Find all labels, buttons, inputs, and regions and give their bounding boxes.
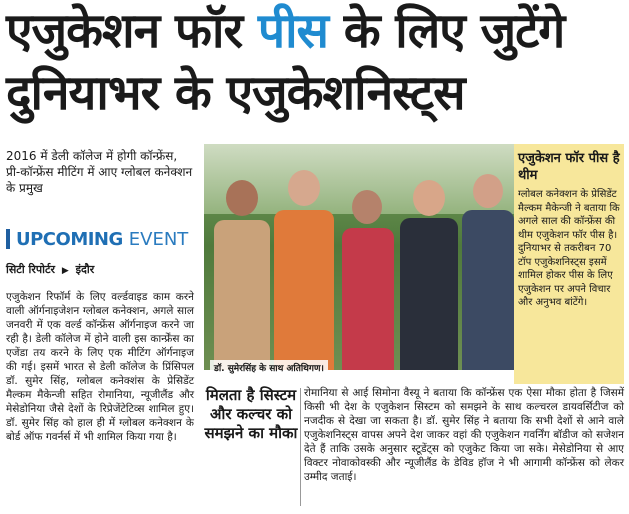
- intro-deck: 2016 में डेली कॉलेज में होगी कॉन्फ्रेंस, प्री-कॉन्फ्रेंस मीटिंग में आए ग्लोबल कनेक्शन के प्रमुख: [6, 149, 193, 195]
- tag-main: UPCOMING: [16, 228, 123, 250]
- triangle-icon: ▶: [61, 266, 69, 276]
- headline-part-2: के लिए जुटेंगे: [343, 3, 565, 59]
- group-photo: [204, 144, 514, 370]
- sidebox-body: ग्लोबल कनेक्शन के प्रेसिडेंट मैल्कम मैकेन्जी ने बताया कि अगले साल की कॉन्फ्रेंस की थीम एजुकेशन फॉर पीस है। दुनियाभर से तकरीबन 70 टॉप एजुकेशनिस्ट्स इसमें शामिल होकर पीस के लिए एजुकेशन पर अपने विचार और अनुभव बांटेंगे।: [518, 189, 620, 308]
- headline-part-1: एजुकेशन फॉर: [6, 3, 243, 59]
- theme-sidebox: [514, 144, 624, 384]
- article-column-2: रोमानिया से आई सिमोना वैस्यू ने बताया कि कॉन्फ्रेंस एक ऐसा मौका होता है जिसमें किसी भी देश के एजुकेशन सिस्टम को समझने के साथ कल्चरल डायवर्सिटीज को नजदीक से देखा जा सकता है। डॉ. सुमेर सिंह ने बताया कि सभी देशों से आने वाले एजुकेशनिस्ट्स वापस अपने देश जाकर वहां की एजुकेशन गवर्निंग बॉडीज को सजेशन देते हैं ताकि उसके अनुसार स्टूडेंट्स को एजुकेट किया जा सके। मेसेडोनिया से आए विक्टर नोवाकोवस्की और न्यूजीलैंड के डेविड हॉज ने भी आगामी कॉन्फ्रेंस को लेकर उम्मीद जताई।: [304, 387, 624, 483]
- column-divider: [300, 388, 301, 506]
- article-column-1: एजुकेशन रिफॉर्म के लिए वर्ल्डवाइड काम करने वाली ऑर्गनाइजेशन ग्लोबल कनेक्शन, अगले साल जनवरी में एक वर्ल्ड कॉन्फ्रेंस ऑर्गनाइज करने जा रही है। डेली कॉलेज में होने वाली इस कार्न्फ्रेंस का एजेंडा तय करने के लिए एक मीटिंग ऑर्गनाइज की गई। इसमें भारत से डेली कॉलेज के प्रिंसिपल डॉ. सुमेर सिंह, ग्लोबल कनेक्शंस के प्रेसिडेंट मैल्कम मैकेन्जी सहित रोमानिया, न्यूजीलैंड और मेसेडोनिया जैसे देशों के रिप्रेजेंटेटिव्स शामिल हुए। डॉ. सुमेर सिंह को हाल ही में ग्लोबल कनेक्शन के बोर्ड ऑफ गवर्नर्स में भी शामिल किया गया है।: [6, 291, 194, 443]
- headline-line-2: दुनियाभर के एजुकेशनिस्ट्स: [6, 65, 465, 121]
- person-2: [274, 170, 334, 370]
- byline-reporter: सिटी रिपोर्टर: [6, 263, 55, 276]
- tag-bar: [6, 229, 10, 249]
- person-5: [462, 174, 514, 370]
- person-4: [400, 180, 458, 370]
- byline-city: इंदौर: [75, 263, 95, 276]
- pull-quote: मिलता है सिस्टम और कल्चर को समझने का मौका: [204, 386, 298, 442]
- sidebox-title: एजुकेशन फॉर पीस है थीम: [518, 151, 620, 183]
- section-tag: [6, 226, 194, 252]
- headline-line-1: [6, 4, 564, 58]
- headline-accent: पीस: [257, 3, 328, 59]
- byline: [6, 262, 94, 277]
- tag-sub: EVENT: [128, 228, 189, 250]
- person-1: [214, 180, 270, 370]
- person-3: [340, 190, 396, 370]
- photo-caption: डॉ. सुमेरसिंह के साथ अतिथिगण।: [210, 360, 328, 375]
